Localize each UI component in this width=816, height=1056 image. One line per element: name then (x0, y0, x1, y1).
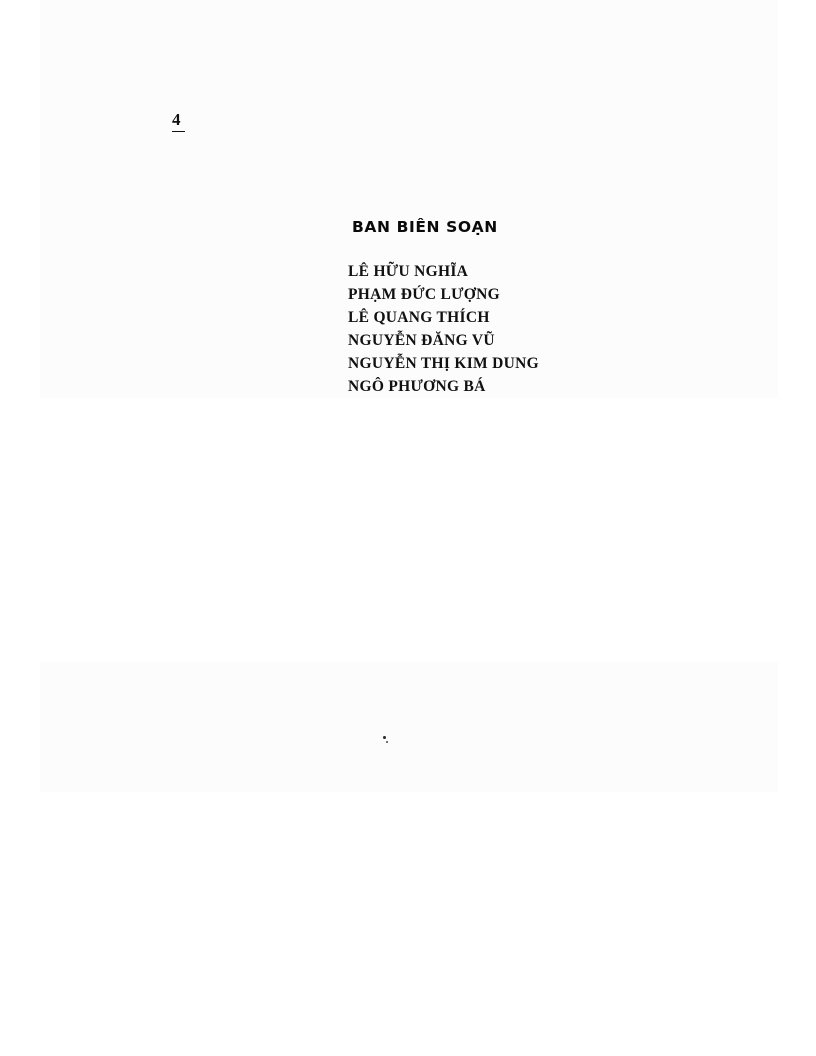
page-number (172, 110, 185, 132)
list-item: NGUYỄN ĐĂNG VŨ (348, 332, 495, 349)
scan-artifact-band-bottom (40, 662, 778, 792)
editorial-board-member-list (348, 260, 708, 398)
scan-speck-icon (383, 736, 386, 739)
page-number-underline (172, 131, 185, 132)
editorial-board-title: BAN BIÊN SOẠN (352, 218, 498, 236)
editorial-board-block (348, 218, 708, 398)
list-item: PHẠM ĐỨC LƯỢNG (348, 286, 501, 303)
list-item: NGUYỄN THỊ KIM DUNG (348, 355, 539, 372)
page-number-value: 4 (172, 110, 181, 129)
list-item: LÊ HỮU NGHĨA (348, 263, 469, 280)
list-item: LÊ QUANG THÍCH (348, 309, 490, 326)
scan-speck-secondary-icon (386, 741, 388, 743)
list-item: NGÔ PHƯƠNG BÁ (348, 378, 486, 395)
